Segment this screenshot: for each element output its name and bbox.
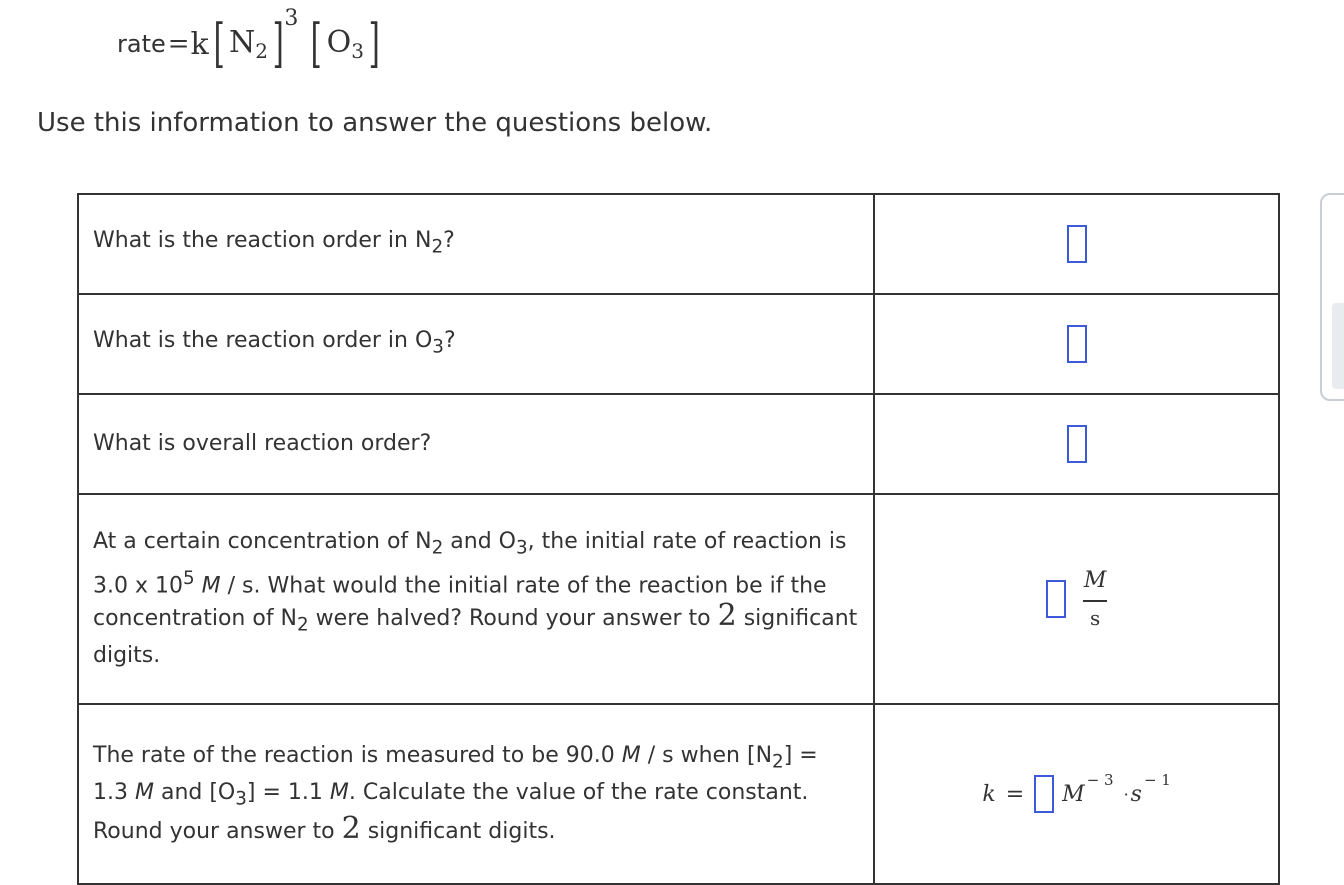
rate-constant-k: k xyxy=(190,26,209,62)
rate-label: rate xyxy=(117,30,166,58)
question-text: What is the reaction order in $N_2$? xyxy=(78,194,874,294)
n2-exponent: 3 xyxy=(284,5,299,31)
question-row xyxy=(78,194,1279,294)
fraction-bar xyxy=(1083,600,1107,602)
side-panel-handle[interactable] xyxy=(1332,303,1344,389)
answer-cell xyxy=(874,394,1279,494)
answer-input-halved-rate[interactable] xyxy=(1046,580,1066,618)
question-text: What is the reaction order in $O_3$? xyxy=(78,294,874,394)
left-bracket: [ xyxy=(310,14,323,74)
answer-cell xyxy=(874,194,1279,294)
question-text: What is overall reaction order? xyxy=(78,394,874,494)
answer-input-overall-order[interactable] xyxy=(1067,425,1087,463)
answer-input-rate-constant[interactable] xyxy=(1034,775,1054,813)
answer-cell xyxy=(874,494,1279,704)
species-n2: $N_2$ xyxy=(229,25,269,63)
questions-table xyxy=(77,193,1280,885)
right-bracket: ] xyxy=(368,14,380,74)
question-text: At a certain concentration of $N_2$ and $O_3$, the initial rate of reaction is 3.0 x $10^5$ M / s. What would the initial rate of the reaction be if the concentration of $N_2$ were halved? Round your answer to 2 significant digits. xyxy=(78,494,874,704)
answer-input-o3-order[interactable] xyxy=(1067,325,1087,363)
intro-text: Use this information to answer the questions below. xyxy=(37,108,713,138)
rate-constant-expression: k = M − 3 · s − 1 xyxy=(982,775,1170,813)
rate-equals: = xyxy=(167,29,190,59)
question-text: The rate of the reaction is measured to be 90.0 M / s when $[N_2] = 1.3$ M and $[O_3] = 1.1$ M. Calculate the value of the rate constant. Round your answer to 2 significant digits. xyxy=(78,704,874,884)
question-row xyxy=(78,704,1279,884)
question-row xyxy=(78,394,1279,494)
rate-law-equation xyxy=(117,4,384,84)
question-row xyxy=(78,294,1279,394)
answer-cell xyxy=(874,294,1279,394)
species-o3: $O_3$ xyxy=(326,25,364,63)
answer-input-n2-order[interactable] xyxy=(1067,225,1087,263)
unit-m-per-s: $\frac{M}{s}$ xyxy=(1083,568,1107,630)
answer-cell xyxy=(874,704,1279,884)
right-bracket: ] xyxy=(272,14,284,74)
question-row xyxy=(78,494,1279,704)
left-bracket: [ xyxy=(213,14,225,74)
